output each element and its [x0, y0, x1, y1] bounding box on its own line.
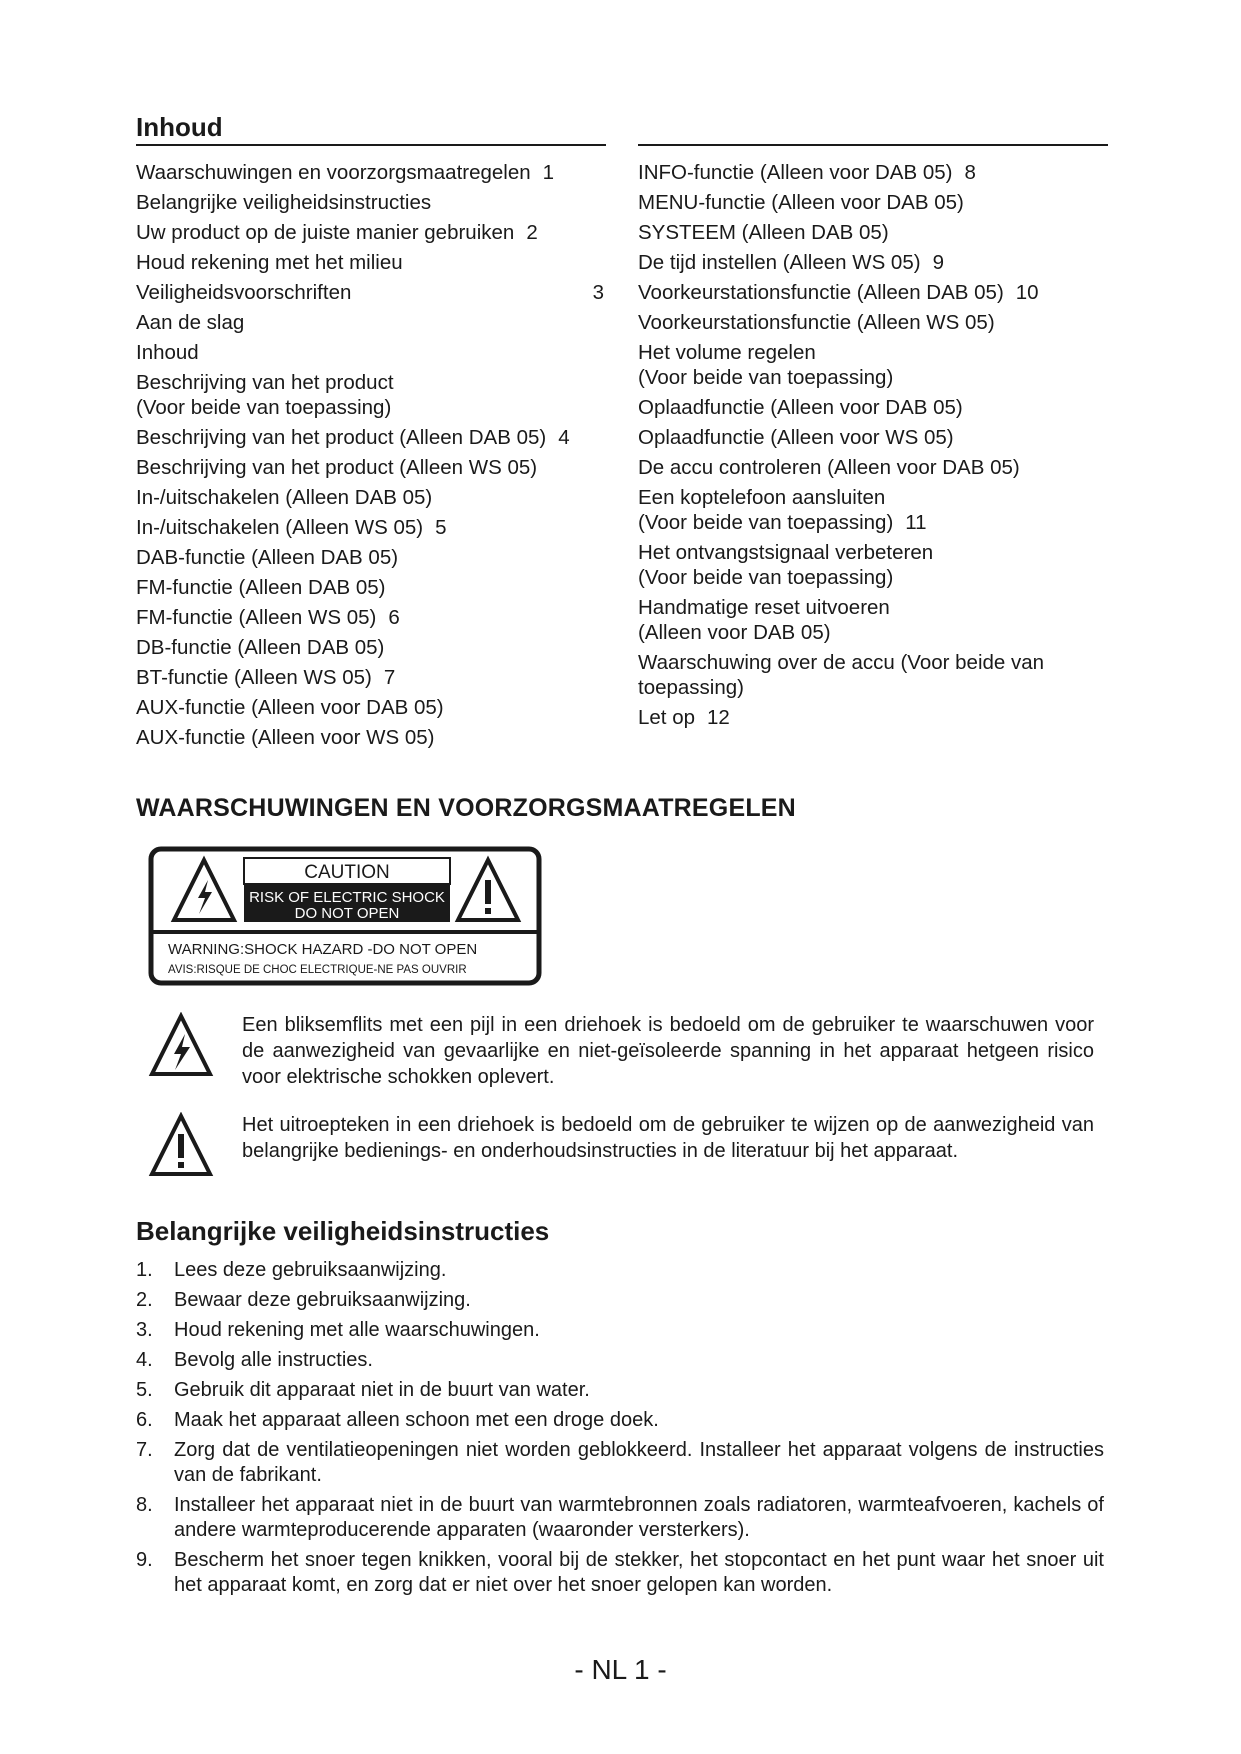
safety-heading: Belangrijke veiligheidsinstructies [136, 1216, 550, 1246]
toc-entry: Let op 12 [638, 706, 730, 729]
toc-entry: Beschrijving van het product (Alleen WS 05) [136, 456, 538, 479]
toc-entry: Waarschuwingen en voorzorgsmaatregelen 1 [136, 161, 555, 184]
toc-entry: AUX-functie (Alleen voor DAB 05) [136, 696, 444, 719]
toc-entry: BT-functie (Alleen WS 05) 7 [136, 666, 396, 689]
toc-entry: Handmatige reset uitvoeren (Alleen voor DAB 05) [638, 596, 890, 644]
toc-column-right [638, 160, 1108, 735]
toc-entry: Houd rekening met het milieu [136, 251, 403, 274]
toc-entry: Oplaadfunctie (Alleen voor DAB 05) [638, 396, 963, 419]
toc-entry: Voorkeurstationsfunctie (Alleen WS 05) [638, 311, 995, 334]
list-item: 9. Bescherm het snoer tegen knikken, vooral bij de stekker, het stopcontact en het punt waar het snoer uit het apparaat komt, en zorg dat er niet over het snoer gelopen kan worden. [136, 1549, 1104, 1596]
list-item: 4. Bevolg alle instructies. [136, 1349, 373, 1371]
toc-entry: Uw product op de juiste manier gebruiken 2 [136, 221, 538, 244]
list-item: 1. Lees deze gebruiksaanwijzing. [136, 1259, 447, 1281]
exclamation-triangle-icon [148, 1112, 214, 1178]
toc-entry: DAB-functie (Alleen DAB 05) [136, 546, 399, 569]
list-item: 8. Installeer het apparaat niet in de buurt van warmtebronnen zoals radiatoren, warmteafvoeren, kachels of andere warmteproducerende apparaten (waaronder versterkers). [136, 1494, 1104, 1541]
toc-entry: Waarschuwing over de accu (Voor beide van toepassing) [638, 651, 1045, 699]
toc-header [136, 112, 1140, 146]
toc-entry: MENU-functie (Alleen voor DAB 05) [638, 191, 964, 214]
instruction-list [136, 1258, 1104, 1603]
toc-entry: Belangrijke veiligheidsinstructies [136, 191, 432, 214]
toc-title: Inhoud [136, 112, 223, 142]
list-item: 2. Bewaar deze gebruiksaanwijzing. [136, 1289, 471, 1311]
toc-entry: DB-functie (Alleen DAB 05) [136, 636, 385, 659]
toc-entry: Veiligheidsvoorschriften 3 [136, 281, 604, 304]
caution-line-2: DO NOT OPEN [294, 905, 400, 922]
caution-title: CAUTION [304, 862, 390, 883]
toc-rule-right [638, 144, 1108, 146]
toc-entry: Aan de slag [136, 311, 245, 334]
toc-entry: INFO-functie (Alleen voor DAB 05) 8 [638, 161, 976, 184]
list-item: 7. Zorg dat de ventilatieopeningen niet worden geblokkeerd. Installeer het apparaat volgens de instructies van de fabrikant. [136, 1439, 1104, 1486]
toc-column-left [136, 160, 604, 755]
list-item: 6. Maak het apparaat alleen schoon met een droge doek. [136, 1409, 659, 1431]
warnings-heading: WAARSCHUWINGEN EN VOORZORGSMAATREGELEN [136, 794, 796, 822]
toc-entry: De accu controleren (Alleen voor DAB 05) [638, 456, 1020, 479]
page-number: - NL 1 - [574, 1654, 667, 1685]
caution-label [148, 846, 542, 986]
toc-entry: In-/uitschakelen (Alleen DAB 05) [136, 486, 433, 509]
caution-line-1: RISK OF ELECTRIC SHOCK [249, 889, 445, 906]
exclamation-note-text: Het uitroepteken in een driehoek is bedoeld om de gebruiker te wijzen op de aanwezigheid van belangrijke bedienings- en onderhoudsinstructies in de literatuur bij het apparaat. [242, 1114, 1094, 1162]
toc-entry: Het volume regelen (Voor beide van toepassing) [638, 341, 894, 389]
toc-entry: Beschrijving van het product (Alleen DAB 05) 4 [136, 426, 570, 449]
list-item: 5. Gebruik dit apparaat niet in de buurt van water. [136, 1379, 590, 1401]
toc-entry: Een koptelefoon aansluiten (Voor beide van toepassing) 11 [638, 486, 927, 534]
toc-entry: Het ontvangstsignaal verbeteren (Voor beide van toepassing) [638, 541, 934, 589]
toc-entry: De tijd instellen (Alleen WS 05) 9 [638, 251, 944, 274]
list-item: 3. Houd rekening met alle waarschuwingen. [136, 1319, 540, 1341]
toc-entry: AUX-functie (Alleen voor WS 05) [136, 726, 435, 749]
toc-entry: Oplaadfunctie (Alleen voor WS 05) [638, 426, 954, 449]
lightning-note-text: Een bliksemflits met een pijl in een driehoek is bedoeld om de gebruiker te waarschuwen voor de aanwezigheid van gevaarlijke en niet-geïsoleerde spanning in het apparaat hetgeen risico voor elektrische schokken oplevert. [242, 1014, 1094, 1088]
lightning-triangle-icon [148, 1012, 214, 1078]
caution-warning-fr: AVIS:RISQUE DE CHOC ELECTRIQUE-NE PAS OUVRIR [168, 964, 467, 976]
toc-entry: In-/uitschakelen (Alleen WS 05) 5 [136, 516, 447, 539]
toc-entry: Voorkeurstationsfunctie (Alleen DAB 05) 10 [638, 281, 1039, 304]
toc-entry: FM-functie (Alleen WS 05) 6 [136, 606, 400, 629]
toc-entry: Beschrijving van het product (Voor beide van toepassing) [136, 371, 394, 419]
toc-entry: FM-functie (Alleen DAB 05) [136, 576, 386, 599]
toc-entry: SYSTEEM (Alleen DAB 05) [638, 221, 889, 244]
toc-entry: Inhoud [136, 341, 199, 364]
caution-warning-en: WARNING:SHOCK HAZARD -DO NOT OPEN [168, 941, 478, 958]
toc-rule-left [136, 144, 606, 146]
